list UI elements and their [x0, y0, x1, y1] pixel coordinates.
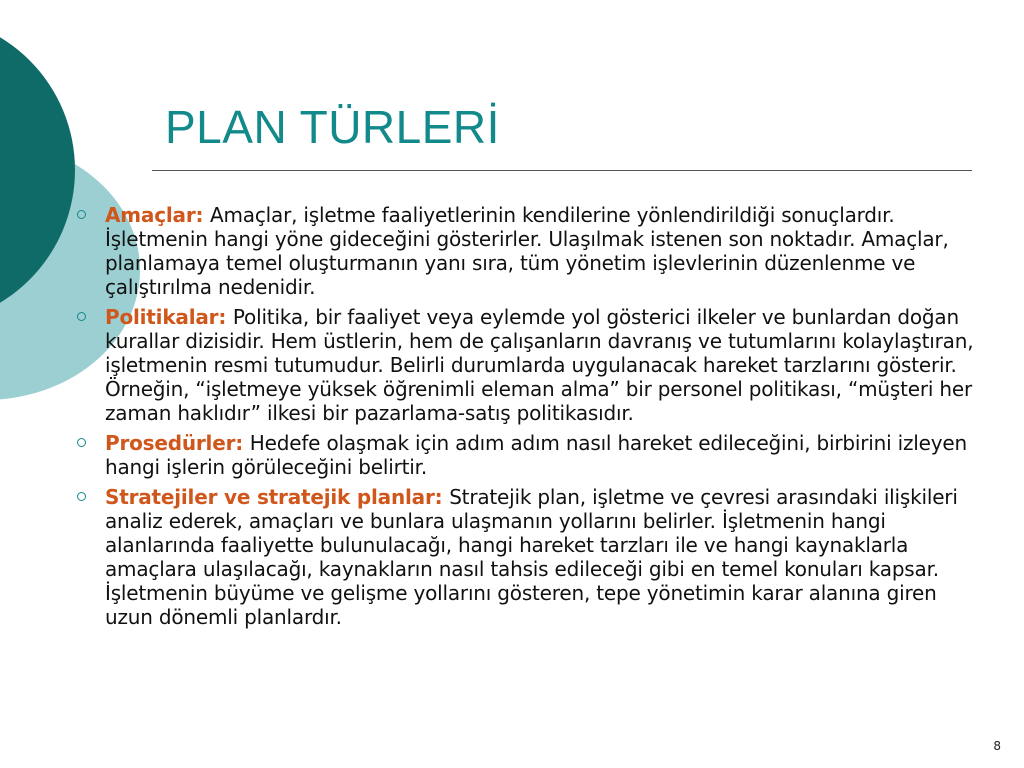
page-number: 8 — [993, 739, 1001, 753]
bullet-text: Stratejik plan, işletme ve çevresi arasındaki ilişkileri analiz ederek, amaçları ve bunlara ulaşmanın yollarını belirler. İşletmenin hangi alanlarında faaliyette bulunulacağı, hangi hareket tarzları ile ve hangi kaynaklarla amaçlara ulaşılacağı, kaynakların nasıl tahsis edileceği gibi en temel konuları kapsar. İşletmenin büyüme ve gelişme yollarını gösteren, tepe yönetimin karar alanına giren uzun dönemli planlardır. — [105, 485, 958, 629]
bullet-term: Politikalar: — [105, 305, 233, 329]
bullet-circle-icon — [77, 492, 86, 501]
bullet-text: Hedefe olaşmak için adım adım nasıl hareket edileceğini, birbirini izleyen hangi işlerin görüleceğini belirtir. — [105, 431, 967, 479]
bullet-text: Amaçlar, işletme faaliyetlerinin kendilerine yönlendirildiği sonuçlardır. İşletmenin hangi yöne gideceğini gösterirler. Ulaşılmak istenen son noktadır. Amaçlar, planlamaya temel oluşturmanın yanı sıra, tüm yönetim işlevlerinin düzenlenme ve çalıştırılma nedenidir. — [105, 203, 949, 299]
bullet-term: Stratejiler ve stratejik planlar: — [105, 485, 450, 509]
bullet-text: Politika, bir faaliyet veya eylemde yol gösterici ilkeler ve bunlardan doğan kurallar dizisidir. Hem üstlerin, hem de çalışanların davranış ve tutumlarını kolaylaştıran, işletmenin resmi tutumudur. Belirli durumlarda uygulanacak hareket tarzlarını gösterir. Örneğin, “işletmeye yüksek öğrenimli eleman alma” bir personel politikası, “müşteri her zaman haklıdır” ilkesi bir pazarlama-satış politikasıdır. — [105, 305, 974, 425]
bullet-item-politikalar — [75, 305, 990, 425]
bullet-term: Amaçlar: — [105, 203, 211, 227]
bullet-term: Prosedürler: — [105, 431, 250, 455]
bullet-list — [75, 203, 990, 635]
bullet-item-stratejiler — [75, 485, 990, 629]
bullet-item-prosedurler — [75, 431, 990, 479]
title-divider — [152, 170, 972, 171]
bullet-circle-icon — [77, 210, 86, 219]
slide-title: PLAN TÜRLERİ — [165, 101, 500, 153]
bullet-item-amaclar — [75, 203, 990, 299]
bullet-circle-icon — [77, 438, 86, 447]
bullet-circle-icon — [77, 312, 86, 321]
